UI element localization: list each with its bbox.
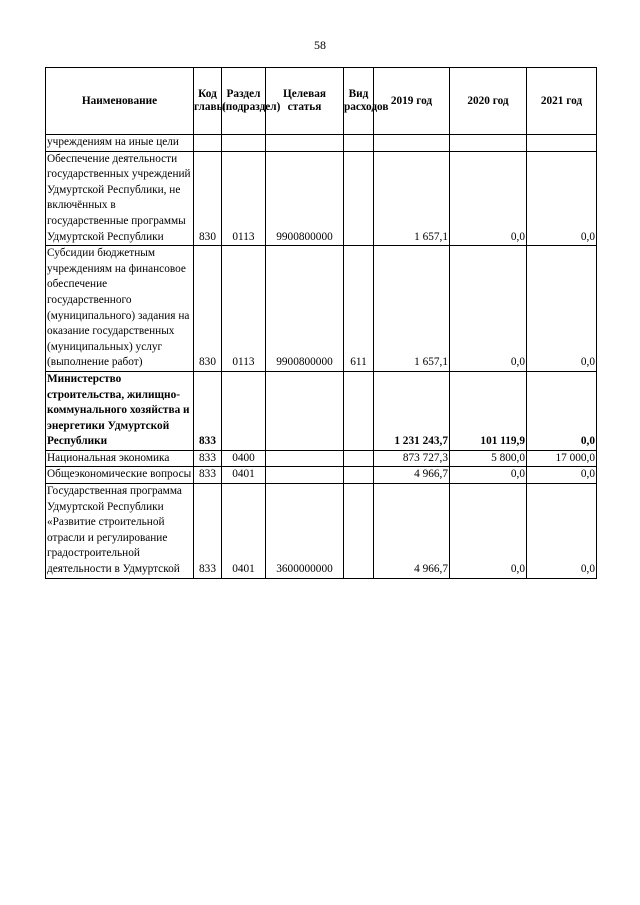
row-code: 833: [194, 467, 222, 484]
header-name: Наименование: [46, 68, 194, 135]
table-row: [46, 450, 597, 467]
table-row: [46, 151, 597, 246]
budget-table: [45, 67, 597, 579]
row-name: учреждениям на иные цели: [46, 135, 194, 152]
row-kind: [344, 467, 374, 484]
table-row: [46, 135, 597, 152]
row-2021: 0,0: [527, 151, 597, 246]
row-kind: [344, 371, 374, 450]
row-code: 830: [194, 246, 222, 372]
header-2019: 2019 год: [374, 68, 450, 135]
row-2020: 101 119,9: [450, 371, 527, 450]
row-2021: 0,0: [527, 246, 597, 372]
header-section: Раздел (подраздел): [222, 68, 266, 135]
row-2020: 0,0: [450, 467, 527, 484]
row-code: 833: [194, 371, 222, 450]
row-target: [266, 135, 344, 152]
row-2021: 0,0: [527, 371, 597, 450]
row-2019: [374, 135, 450, 152]
header-target: Целевая статья: [266, 68, 344, 135]
row-2020: 0,0: [450, 484, 527, 579]
row-section: 0401: [222, 467, 266, 484]
row-2019: 1 231 243,7: [374, 371, 450, 450]
row-section: 0113: [222, 151, 266, 246]
row-2019: 4 966,7: [374, 467, 450, 484]
row-kind: [344, 450, 374, 467]
row-code: 830: [194, 151, 222, 246]
row-2021: [527, 135, 597, 152]
row-target: 9900800000: [266, 246, 344, 372]
row-kind: [344, 484, 374, 579]
header-2020: 2020 год: [450, 68, 527, 135]
header-row: [46, 68, 597, 135]
table-row: [46, 371, 597, 450]
row-name: Министерство строительства, жилищно-коммунального хозяйства и энергетики Удмуртской Республики: [46, 371, 194, 450]
table-row: [46, 246, 597, 372]
row-kind: [344, 151, 374, 246]
row-2020: [450, 135, 527, 152]
row-name: Обеспечение деятельности государственных учреждений Удмуртской Республики, не включённых в государственные программы Удмуртской Республики: [46, 151, 194, 246]
row-section: [222, 135, 266, 152]
table-row: [46, 484, 597, 579]
row-target: [266, 467, 344, 484]
row-name: Национальная экономика: [46, 450, 194, 467]
row-2019: 1 657,1: [374, 151, 450, 246]
row-code: [194, 135, 222, 152]
header-2021: 2021 год: [527, 68, 597, 135]
row-2019: 4 966,7: [374, 484, 450, 579]
row-name: Субсидии бюджетным учреждениям на финансовое обеспечение государственного (муниципального) задания на оказание государственных (муниципальных) услуг (выполнение работ): [46, 246, 194, 372]
row-target: [266, 450, 344, 467]
row-2021: 17 000,0: [527, 450, 597, 467]
row-kind: 611: [344, 246, 374, 372]
row-2019: 1 657,1: [374, 246, 450, 372]
row-section: 0400: [222, 450, 266, 467]
row-name: Общеэкономические вопросы: [46, 467, 194, 484]
row-2021: 0,0: [527, 484, 597, 579]
table-row: [46, 467, 597, 484]
row-2020: 0,0: [450, 151, 527, 246]
header-kind: Вид расходов: [344, 68, 374, 135]
row-target: 3600000000: [266, 484, 344, 579]
row-section: 0113: [222, 246, 266, 372]
row-2021: 0,0: [527, 467, 597, 484]
row-2020: 5 800,0: [450, 450, 527, 467]
row-2019: 873 727,3: [374, 450, 450, 467]
page-number: 58: [314, 38, 326, 52]
row-name: Государственная программа Удмуртской Республики «Развитие строительной отрасли и регулирование градостроительной деятельности в Удмуртской: [46, 484, 194, 579]
row-section: 0401: [222, 484, 266, 579]
row-code: 833: [194, 450, 222, 467]
row-section: [222, 371, 266, 450]
row-target: [266, 371, 344, 450]
row-2020: 0,0: [450, 246, 527, 372]
row-target: 9900800000: [266, 151, 344, 246]
row-kind: [344, 135, 374, 152]
row-code: 833: [194, 484, 222, 579]
header-code: Код главы: [194, 68, 222, 135]
